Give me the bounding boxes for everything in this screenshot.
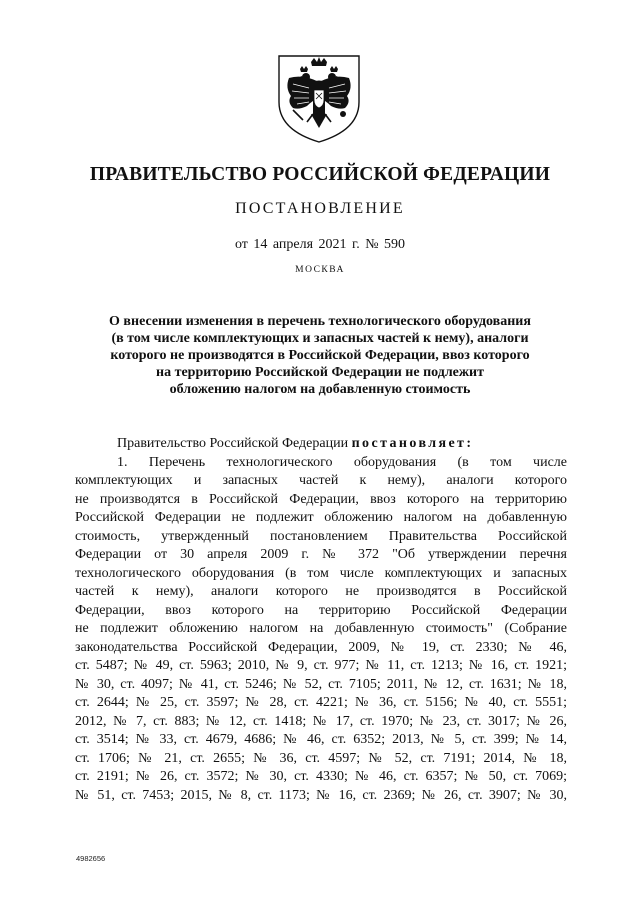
- body-line: Российской Федерации не подлежит обложению налогом на добавленную: [75, 510, 567, 525]
- government-title: ПРАВИТЕЛЬСТВО РОССИЙСКОЙ ФЕДЕРАЦИИ: [89, 164, 551, 185]
- body-line: № 30, ст. 4097; № 41, ст. 5246; № 52, ст. 7105; 2011, № 12, ст. 1631; № 18,: [75, 676, 567, 692]
- body-line: 1. Перечень технологического оборудования (в том числе: [117, 454, 567, 470]
- body-line: законодательства Российской Федерации, 2009, № 19, ст. 2330; № 46,: [75, 639, 567, 655]
- body-line: ст. 1706; № 21, ст. 2655; № 36, ст. 4597; № 52, ст. 7191; 2014, № 18,: [75, 750, 567, 766]
- document-code: 4982656: [76, 854, 106, 863]
- heading-line: которого не производятся в Российской Федерации, ввоз которого: [110, 348, 530, 363]
- body-line: ст. 2644; № 25, ст. 3597; № 28, ст. 4221; № 36, ст. 5156; № 40, ст. 5551;: [75, 695, 567, 710]
- body-line: ст. 3514; № 33, ст. 4679, 4686; № 46, ст. 6352; 2013, № 5, ст. 399; № 14,: [75, 732, 567, 747]
- heading-line: (в том числе комплектующих и запасных частей к нему), аналоги: [111, 331, 529, 346]
- body-line: № 51, ст. 7453; 2015, № 8, ст. 1173; № 16, ст. 2369; № 26, ст. 3907; № 30,: [75, 787, 567, 803]
- document-body: [75, 435, 567, 805]
- body-line: технологического оборудования (в том числе комплектующих и запасных: [75, 565, 567, 581]
- decree-word: постановляет:: [351, 436, 474, 451]
- city: МОСКВА: [295, 265, 345, 275]
- intro-text: Правительство Российской Федерации: [117, 436, 352, 451]
- body-line: Федерации от 30 апреля 2009 г. № 372 "Об утверждении перечня: [75, 547, 567, 562]
- body-line: стоимость, утвержденный постановлением Правительства Российской: [75, 528, 567, 544]
- coat-of-arms-icon: [273, 52, 365, 144]
- body-line: комплектующих и запасных частей к нему), аналоги которого: [75, 473, 567, 488]
- body-line: частей к нему), аналоги которого не производятся в Российской: [75, 584, 567, 599]
- body-line: Федерации, ввоз которого на территорию Российской Федерации: [75, 602, 567, 618]
- heading-line: обложению налогом на добавленную стоимость: [169, 382, 471, 397]
- body-line: 2012, № 7, ст. 883; № 12, ст. 1418; № 17, ст. 1970; № 23, ст. 3017; № 26,: [75, 713, 567, 729]
- body-line: ст. 2191; № 26, ст. 3572; № 30, ст. 4330; № 46, ст. 6357; № 50, ст. 7069;: [75, 769, 567, 784]
- intro-line: [75, 435, 567, 454]
- date-number: от 14 апреля 2021 г. № 590: [234, 237, 406, 252]
- document-type: ПОСТАНОВЛЕНИЕ: [235, 200, 405, 217]
- document-heading: [70, 313, 570, 398]
- heading-line: на территорию Российской Федерации не подлежит: [156, 365, 484, 380]
- body-line: не производятся в Российской Федерации, ввоз которого на территорию: [75, 491, 567, 507]
- body-line: не подлежит обложению налогом на добавленную стоимость" (Собрание: [75, 621, 567, 636]
- heading-line: О внесении изменения в перечень технологического оборудования: [109, 314, 531, 329]
- body-line: ст. 5487; № 49, ст. 5963; 2010, № 9, ст. 977; № 11, ст. 1213; № 16, ст. 1921;: [75, 658, 567, 673]
